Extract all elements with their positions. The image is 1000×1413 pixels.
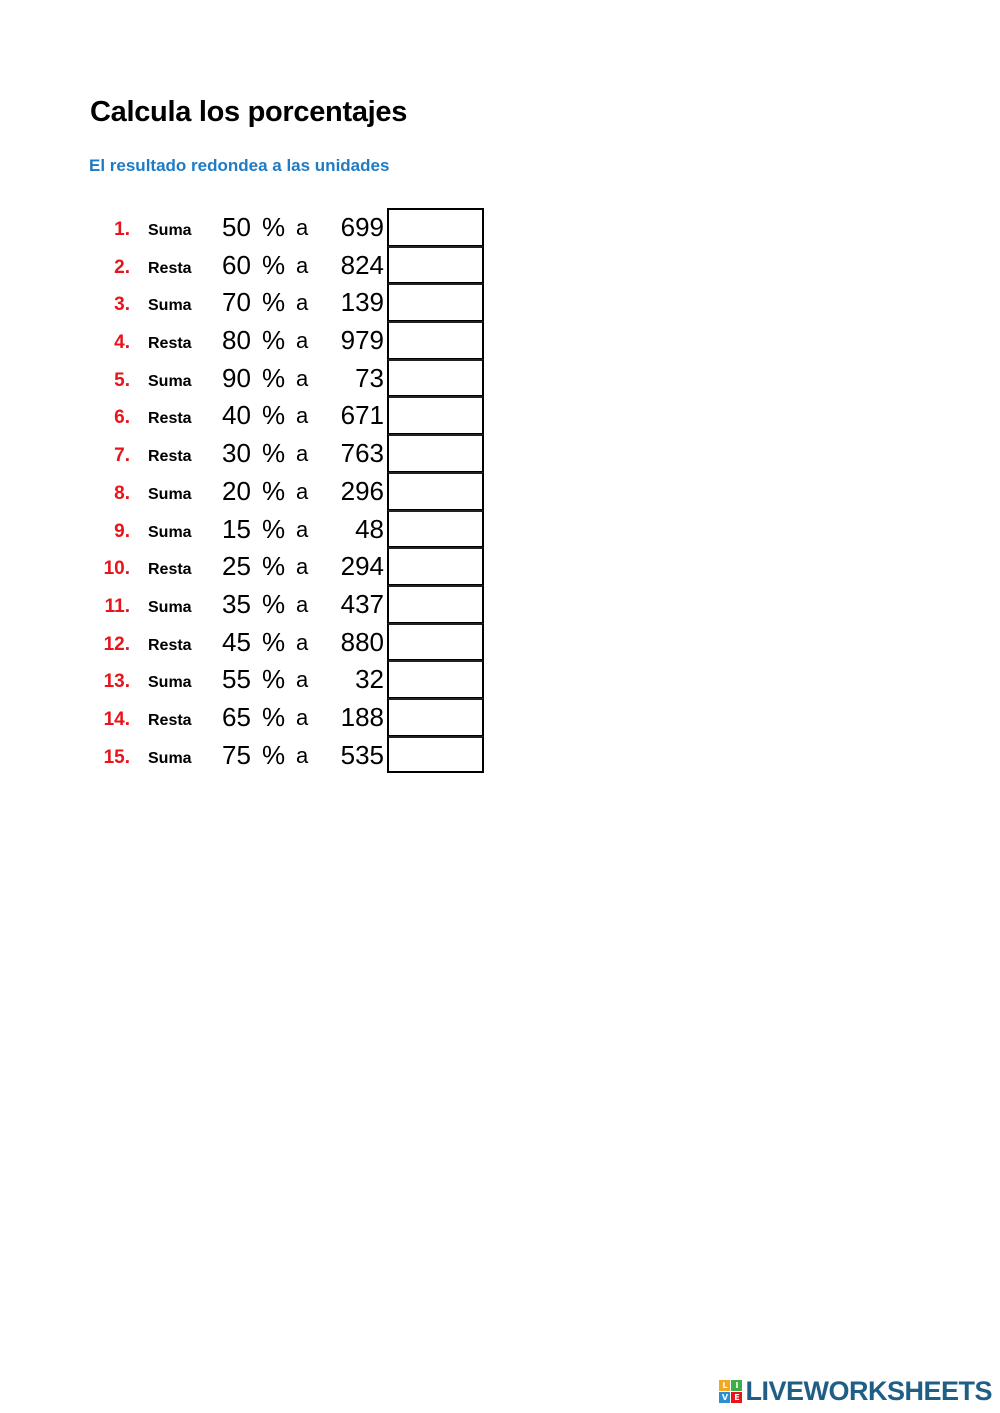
exercise-percent: 50 [222,212,251,242]
exercise-connector: a [296,516,309,542]
exercise-operation: Resta [148,561,192,579]
liveworksheets-logo [719,1376,992,1407]
exercise-operation: Resta [148,448,192,466]
worksheet-subtitle: El resultado redondea a las unidades [89,156,390,175]
exercise-row-9 [0,510,520,548]
exercise-row-2 [0,246,520,284]
exercise-connector: a [296,365,309,391]
percent-sign: % [262,739,286,770]
answer-input-11[interactable] [387,585,484,623]
exercise-row-15 [0,736,520,774]
exercise-percent: 80 [222,325,251,356]
exercise-number: 3. [114,294,130,316]
exercise-percent: 70 [222,287,251,318]
exercise-base-number: 535 [340,739,384,770]
exercise-connector: a [296,629,309,655]
exercise-number: 13. [103,671,130,693]
exercise-connector: a [296,667,309,693]
exercise-row-13 [0,660,520,698]
exercise-percent: 55 [222,664,251,695]
percent-sign: % [262,438,286,469]
answer-input-14[interactable] [387,698,484,736]
exercise-operation: Resta [148,410,192,428]
logo-text: LIVEWORKSHEETS [745,1376,992,1406]
exercise-connector: a [296,742,309,768]
exercise-percent: 40 [222,400,251,431]
exercise-number: 1. [114,219,130,240]
percent-sign: % [262,701,286,732]
exercise-row-3 [0,283,520,321]
exercise-number: 11. [104,595,130,617]
percent-sign: % [262,287,286,318]
answer-input-9[interactable] [387,510,484,548]
answer-input-6[interactable] [387,396,484,434]
percent-sign: % [262,551,286,582]
exercise-percent: 15 [222,513,251,544]
exercise-list [0,208,520,773]
exercise-operation: Suma [148,523,192,541]
exercise-base-number: 73 [355,362,384,393]
exercise-number: 10. [103,558,130,580]
liveworksheets-logo-mark-icon [719,1380,742,1403]
percent-sign: % [262,362,286,393]
exercise-connector: a [296,403,309,429]
exercise-base-number: 32 [355,664,384,695]
percent-sign: % [262,212,286,242]
exercise-base-number: 294 [340,551,384,582]
percent-sign: % [262,400,286,431]
percent-sign: % [262,513,286,544]
exercise-row-11 [0,585,520,623]
exercise-percent: 35 [222,588,251,619]
exercise-operation: Resta [148,335,192,353]
exercise-row-8 [0,472,520,510]
exercise-connector: a [296,290,309,316]
exercise-connector: a [296,441,309,467]
exercise-percent: 45 [222,626,251,657]
exercise-number: 9. [114,520,130,542]
exercise-connector: a [296,704,309,730]
exercise-row-12 [0,623,520,661]
logo-letter-i: I [731,1380,742,1391]
exercise-number: 12. [103,633,130,655]
exercise-operation: Suma [148,598,192,616]
exercise-operation: Suma [148,485,192,503]
exercise-percent: 65 [222,701,251,732]
exercise-number: 14. [103,708,130,730]
exercise-percent: 60 [222,249,251,280]
exercise-base-number: 48 [355,513,384,544]
percent-sign: % [262,626,286,657]
percent-sign: % [262,249,286,280]
exercise-row-10 [0,547,520,585]
exercise-base-number: 763 [340,438,384,469]
exercise-percent: 90 [222,362,251,393]
answer-input-5[interactable] [387,359,484,397]
exercise-connector: a [296,252,309,278]
exercise-operation: Resta [148,636,192,654]
exercise-connector: a [296,591,309,617]
exercise-operation: Suma [148,674,192,692]
logo-letter-v: V [719,1392,730,1403]
exercise-base-number: 296 [340,475,384,506]
percent-sign: % [262,664,286,695]
exercise-row-1 [0,208,520,246]
answer-input-12[interactable] [387,623,484,661]
exercise-number: 15. [103,746,130,768]
exercise-row-5 [0,359,520,397]
exercise-base-number: 699 [340,212,384,242]
exercise-number: 8. [114,482,130,504]
exercise-row-7 [0,434,520,472]
answer-input-10[interactable] [387,547,484,585]
exercise-percent: 75 [222,739,251,770]
exercise-percent: 25 [222,551,251,582]
answer-input-2[interactable] [387,246,484,284]
exercise-operation: Suma [148,749,192,767]
exercise-operation: Suma [148,372,192,390]
percent-sign: % [262,475,286,506]
exercise-row-4 [0,321,520,359]
exercise-number: 2. [114,256,130,278]
exercise-row-6 [0,396,520,434]
answer-input-7[interactable] [387,434,484,472]
answer-input-1[interactable] [387,208,484,246]
exercise-base-number: 824 [340,249,384,280]
exercise-base-number: 979 [340,325,384,356]
logo-letter-l: L [719,1380,730,1391]
exercise-number: 6. [114,407,130,429]
worksheet-title: Calcula los porcentajes [90,96,408,128]
exercise-number: 5. [114,369,130,391]
exercise-connector: a [296,554,309,580]
exercise-operation: Suma [148,297,192,315]
exercise-number: 7. [114,445,130,467]
percent-sign: % [262,325,286,356]
exercise-base-number: 188 [340,701,384,732]
answer-input-15[interactable] [387,736,484,774]
exercise-operation: Resta [148,711,192,729]
exercise-operation: Suma [148,222,192,239]
exercise-number: 4. [114,332,130,354]
exercise-connector: a [296,478,309,504]
exercise-base-number: 139 [340,287,384,318]
exercise-base-number: 671 [340,400,384,431]
exercise-base-number: 880 [340,626,384,657]
exercise-base-number: 437 [340,588,384,619]
percent-sign: % [262,588,286,619]
logo-letter-e: E [731,1392,742,1403]
exercise-operation: Resta [148,259,192,277]
exercise-connector: a [296,328,309,354]
answer-input-8[interactable] [387,472,484,510]
exercise-row-14 [0,698,520,736]
exercise-percent: 30 [222,438,251,469]
exercise-percent: 20 [222,475,251,506]
answer-input-3[interactable] [387,283,484,321]
exercise-connector: a [296,215,309,240]
answer-input-13[interactable] [387,660,484,698]
answer-input-4[interactable] [387,321,484,359]
